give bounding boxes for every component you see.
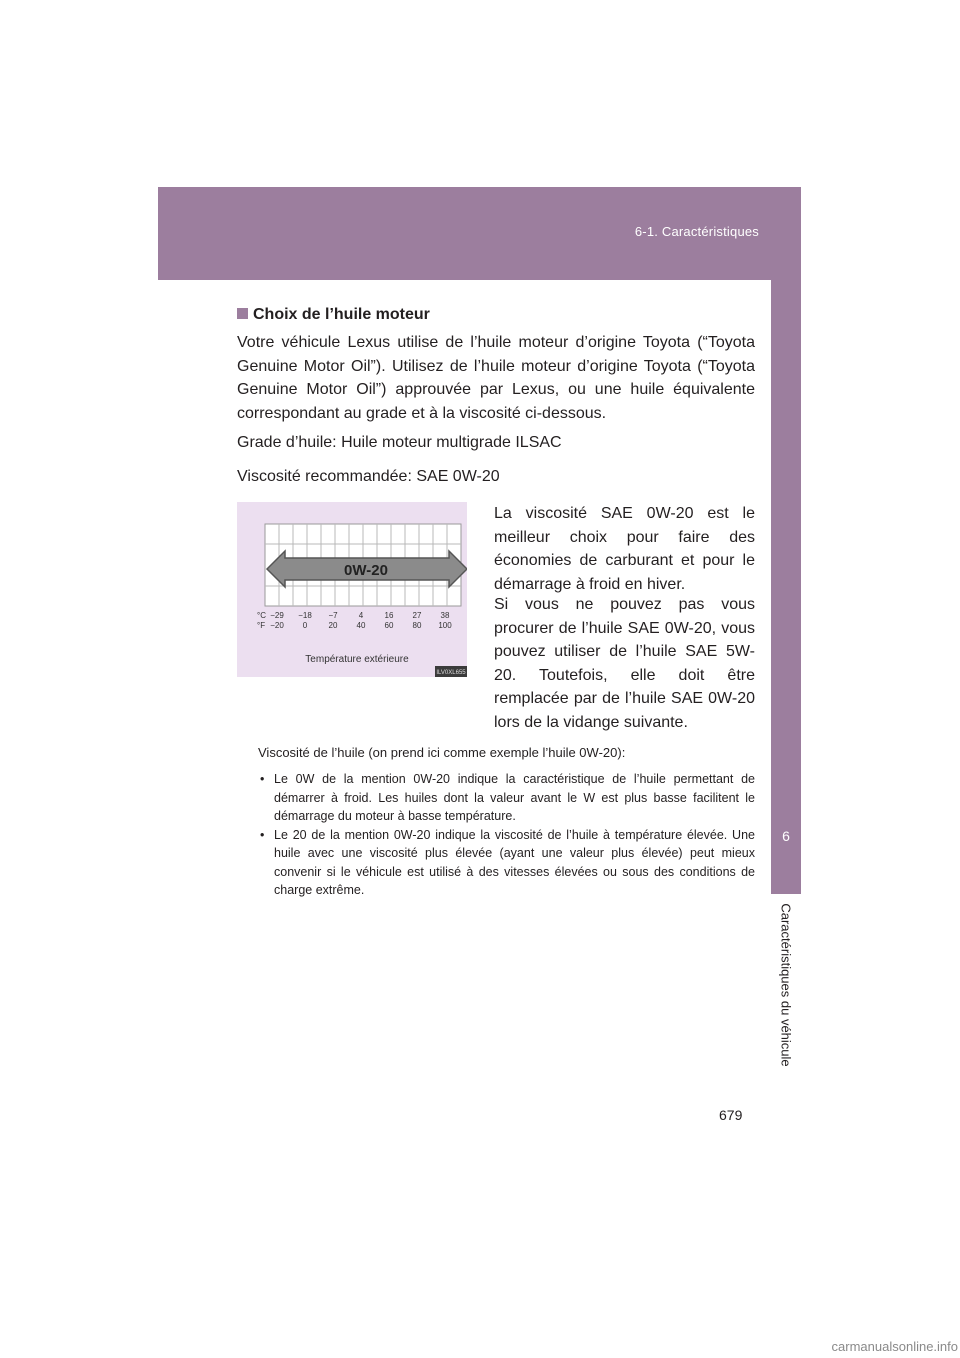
intro-paragraph: Votre véhicule Lexus utilise de l’huile moteur d’origine Toyota (“Toyota Genuine Motor Oil”). Utilisez de l’huile moteur d’origine Toyota (“Toyota Genuine Motor Oil”) approuvée par Lexus, ou une huile équivalente correspondant au grade et à la viscosité ci-dessous. xyxy=(237,334,755,422)
section-heading xyxy=(237,306,430,324)
chapter-number: 6 xyxy=(782,828,790,844)
fahrenheit-tick: 100 xyxy=(438,621,452,630)
alternative-oil-paragraph: Si vous ne pouvez pas vous procurer de l’huile SAE 0W-20, vous pouvez utiliser de l’huile SAE 5W-20. Toutefois, elle doit être remplacée par de l’huile SAE 0W-20 lors de la vidange suivante. xyxy=(494,596,755,731)
viscosity-benefit-paragraph: La viscosité SAE 0W-20 est le meilleur choix pour faire des économies de carburant et pour le démarrage à froid en hiver. xyxy=(494,505,755,593)
heading-text: Choix de l’huile moteur xyxy=(253,306,430,323)
celsius-tick: −7 xyxy=(328,611,338,620)
celsius-tick: −29 xyxy=(270,611,284,620)
watermark: carmanualsonline.info xyxy=(718,1336,960,1358)
bullet-dot-icon: • xyxy=(260,772,265,786)
celsius-tick: 38 xyxy=(440,611,450,620)
celsius-tick: −18 xyxy=(298,611,312,620)
fahrenheit-tick: 20 xyxy=(328,621,338,630)
notes-list xyxy=(258,770,755,900)
celsius-tick: 27 xyxy=(412,611,422,620)
celsius-tick: 16 xyxy=(384,611,394,620)
fahrenheit-tick: 80 xyxy=(412,621,422,630)
square-bullet-icon xyxy=(237,308,248,319)
note-text: Le 20 de la mention 0W-20 indique la viscosité de l’huile à température élevée. Une huile avec une viscosité plus élevée (ayant une valeur plus élevée) peut mieux convenir si le véhicule est utilisé à des vitesses élevées ou sous des conditions de charge extrême. xyxy=(274,827,755,897)
fahrenheit-tick: −20 xyxy=(270,621,284,630)
unit-fahrenheit: °F xyxy=(257,621,266,630)
header-band xyxy=(158,187,801,280)
section-title: 6-1. Caractéristiques xyxy=(634,224,759,239)
unit-celsius: °C xyxy=(257,611,266,620)
oil-grade: Grade d’huile: Huile moteur multigrade ILSAC xyxy=(237,434,562,451)
arrow-label: 0W-20 xyxy=(344,562,388,579)
recommended-viscosity: Viscosité recommandée: SAE 0W-20 xyxy=(237,468,500,485)
fahrenheit-tick: 40 xyxy=(356,621,366,630)
bullet-dot-icon: • xyxy=(260,827,265,842)
chapter-tab xyxy=(771,280,801,894)
notes-intro: Viscosité de l’huile (on prend ici comme exemple l’huile 0W-20): xyxy=(258,745,626,760)
figure-caption: Température extérieure xyxy=(305,654,409,665)
celsius-tick: 4 xyxy=(358,611,364,620)
chapter-label: Caractéristiques du véhicule xyxy=(778,903,794,1067)
list-item xyxy=(258,826,755,900)
page-number: 679 xyxy=(719,1107,743,1123)
note-text: Le 0W de la mention 0W-20 indique la caractéristique de l’huile permettant de démarrer à froid. Les huiles dont la valeur avant le W est plus basse facilitent le démarrage du moteur à basse température. xyxy=(274,772,755,823)
fahrenheit-tick: 60 xyxy=(384,621,394,630)
fahrenheit-tick: 0 xyxy=(302,621,308,630)
viscosity-chart xyxy=(237,502,467,677)
list-item xyxy=(258,770,755,826)
figure-code: ILV0XL655 xyxy=(436,670,466,676)
